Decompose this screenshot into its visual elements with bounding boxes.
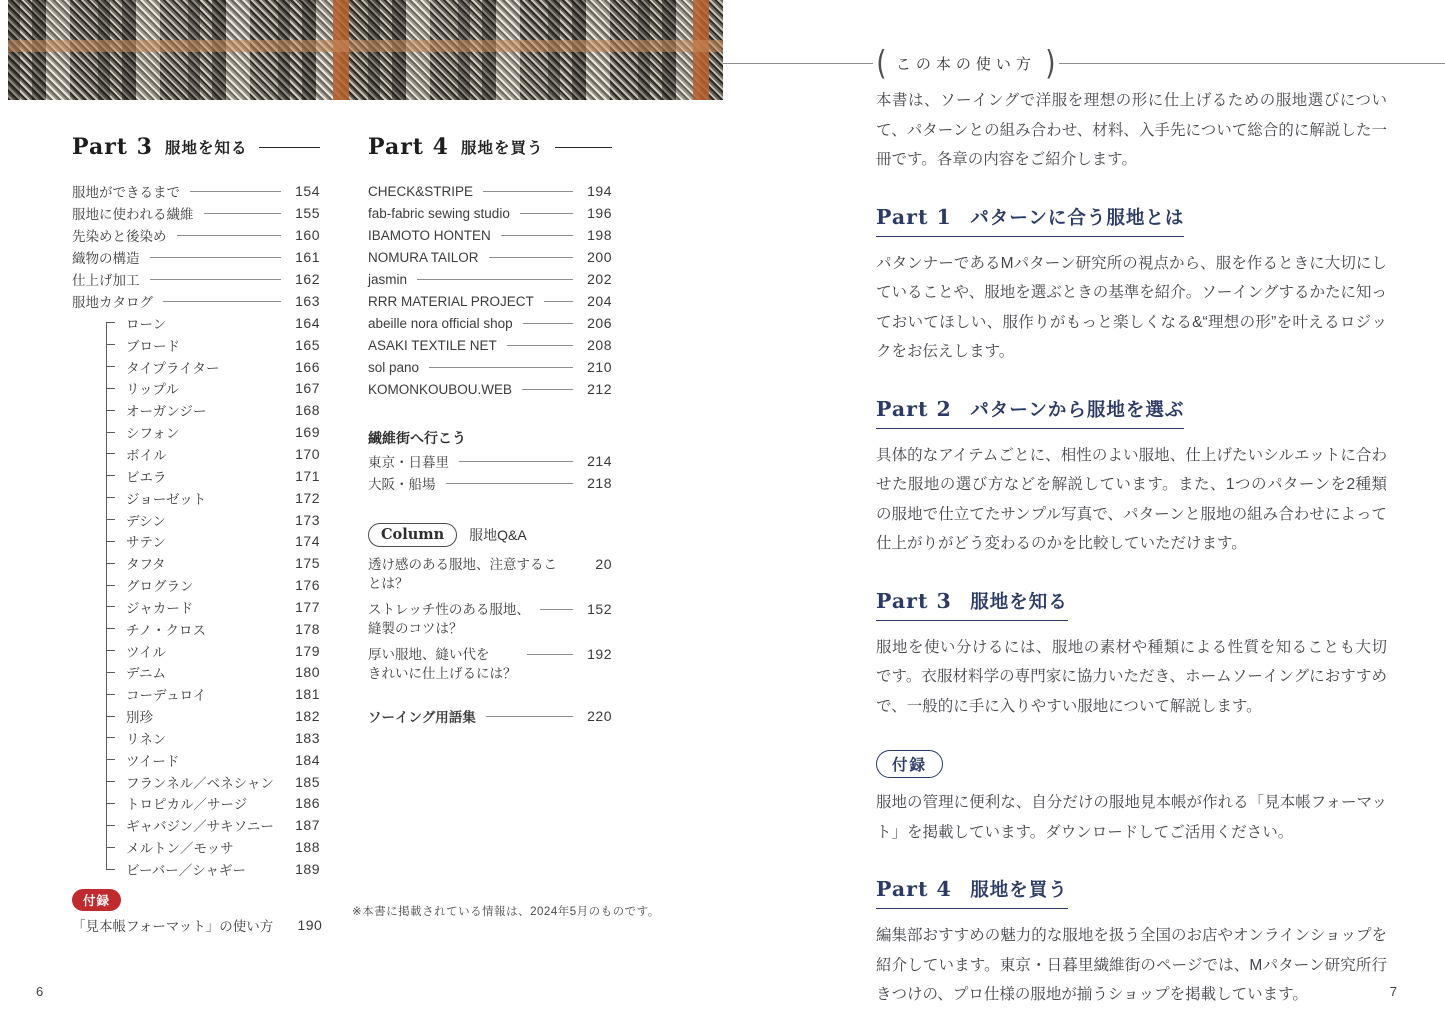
catalog-row — [106, 530, 320, 552]
tree-tick — [106, 388, 115, 389]
catalog-page-number: 171 — [295, 467, 320, 484]
shop-page-number: 196 — [587, 205, 612, 221]
leader-line — [204, 213, 282, 214]
catalog-page-number: 189 — [295, 861, 320, 878]
catalog-page-number: 184 — [295, 751, 320, 768]
toc-item-label: 服地に使われる繊維 — [72, 207, 194, 222]
shop-page-number: 202 — [587, 271, 612, 287]
tree-tick — [106, 650, 115, 651]
catalog-page-number: 175 — [295, 555, 320, 572]
part4-heading — [368, 132, 612, 162]
catalog-page-number: 183 — [295, 729, 320, 746]
qa-label-line2: 縫製のコツは？ — [368, 621, 463, 636]
catalog-row — [106, 662, 320, 684]
toc-item-label: 服地ができるまで — [72, 185, 180, 200]
shop-row — [368, 224, 612, 246]
shop-label: ASAKI TEXTILE NET — [368, 337, 497, 353]
catalog-item-label: ツイード — [126, 753, 180, 769]
heading-rule — [259, 147, 320, 148]
shop-page-number: 208 — [587, 337, 612, 353]
catalog-page-number: 186 — [295, 795, 320, 812]
district-list — [368, 450, 612, 494]
catalog-item-label: ジョーゼット — [126, 491, 207, 507]
catalog-row — [106, 836, 320, 858]
catalog-page-number: 187 — [295, 817, 320, 834]
tree-tick — [106, 672, 115, 673]
catalog-page-number: 170 — [295, 445, 320, 462]
part3-main-items — [72, 180, 320, 312]
part3-heading — [72, 132, 320, 162]
section-part1-label: Part 1 — [876, 204, 952, 229]
leader-line — [417, 279, 573, 280]
part4-heading-title: 服地を買う — [460, 140, 544, 157]
column-badge: Column — [368, 523, 457, 547]
tree-tick — [106, 475, 115, 476]
catalog-row — [106, 640, 320, 662]
catalog-page-number: 178 — [295, 620, 320, 637]
catalog-item-label: デシン — [126, 513, 166, 529]
leader-line — [501, 235, 573, 236]
section-part3-heading — [876, 588, 1068, 621]
part4-heading-label: Part 4 — [368, 134, 449, 160]
catalog-row — [106, 334, 320, 356]
section-part1 — [876, 204, 1387, 367]
shop-page-number: 210 — [587, 359, 612, 375]
qa-label — [368, 645, 517, 683]
tree-tick — [106, 541, 115, 542]
catalog-row — [106, 793, 320, 815]
leader-line — [446, 483, 574, 484]
catalog-item-label: コーデュロイ — [126, 688, 207, 704]
catalog-row — [106, 683, 320, 705]
catalog-page-number: 172 — [295, 489, 320, 506]
catalog-item-label: リップル — [126, 382, 179, 398]
qa-page-number: 192 — [587, 646, 612, 662]
tree-tick — [106, 869, 115, 870]
toc-row — [72, 180, 320, 202]
section-part4 — [876, 876, 1387, 1010]
section-part4-body: 編集部おすすめの魅力的な服地を扱う全国のお店やオンラインショップを紹介しています。東京・日暮里繊維街のページでは、Mパターン研究所行きつけの、プロ仕様の服地が揃うショップを掲載しています。 — [876, 927, 1387, 1003]
toc-item-label: 先染めと後染め — [72, 229, 167, 244]
toc-page-number: 154 — [295, 183, 320, 199]
tree-tick — [106, 497, 115, 498]
section-part2-body: 具体的なアイテムごとに、相性のよい服地、仕上げたいシルエットに合わせた服地の選び方などを解説しています。また、1つのパターンを2種類の服地で仕立てたサンプル写真で、パターンと服地の組み合わせによって仕上がりがどう変わるのかを比較していただけます。 — [876, 446, 1387, 552]
shop-row — [368, 356, 612, 378]
catalog-row — [106, 399, 320, 421]
catalog-page-number: 179 — [295, 642, 320, 659]
shop-label: jasmin — [368, 271, 408, 287]
catalog-row — [106, 727, 320, 749]
district-page-number: 218 — [587, 475, 612, 491]
section-part3-body: 服地を使い分けるには、服地の素材や種類による性質を知ることも大切です。衣服材料学の専門家に協力いただき、ホームソーイングにおすすめで、一般的に手に入りやすい服地について解説します。 — [876, 638, 1387, 715]
usage-header-text: この本の使い方 — [895, 55, 1036, 73]
shop-label: NOMURA TAILOR — [368, 249, 479, 265]
toc-page-number: 160 — [295, 227, 320, 243]
toc-page-number: 155 — [295, 205, 320, 221]
toc-row — [72, 268, 320, 290]
toc-item-label: 服地カタログ — [72, 295, 153, 310]
leader-line — [522, 389, 573, 390]
toc-item-label: 織物の構造 — [72, 251, 140, 266]
qa-list — [368, 555, 612, 683]
catalog-page-number: 166 — [295, 358, 320, 375]
section-part1-title: パターンに合う服地とは — [970, 206, 1185, 228]
tree-tick — [106, 322, 115, 323]
qa-label-line1: ストレッチ性のある服地、 — [368, 602, 530, 617]
catalog-item-label: タフタ — [126, 557, 166, 573]
tree-tick — [106, 694, 115, 695]
shop-label: abeille nora official shop — [368, 315, 513, 331]
tree-tick — [106, 585, 115, 586]
appendix-label: 「見本帳フォーマット」の使い方 — [72, 918, 274, 934]
catalog-item-label: フランネル／ベネシャン — [126, 775, 274, 791]
shop-page-number: 194 — [587, 183, 612, 199]
section-part1-heading — [876, 204, 1184, 237]
section-part2-title: パターンから服地を選ぶ — [970, 398, 1185, 420]
qa-row — [368, 600, 612, 638]
leader-line — [540, 609, 573, 610]
catalog-item-label: グログラン — [126, 579, 194, 595]
catalog-item-label: 別珍 — [126, 710, 153, 726]
shop-row — [368, 180, 612, 202]
fabric-swatch-photo — [8, 0, 723, 100]
shop-list — [368, 180, 612, 400]
leader-line — [489, 257, 573, 258]
catalog-page-number: 181 — [295, 686, 320, 703]
tree-tick — [106, 781, 115, 782]
catalog-page-number: 177 — [295, 598, 320, 615]
appendix-page-number: 190 — [297, 916, 323, 933]
leader-line — [190, 191, 281, 192]
qa-label-line1: 厚い服地、縫い代を — [368, 647, 490, 662]
tree-tick — [106, 344, 115, 345]
tree-tick — [106, 825, 115, 826]
leader-line — [544, 301, 573, 302]
district-page-number: 214 — [587, 453, 612, 469]
catalog-row — [106, 378, 320, 400]
tree-tick — [106, 432, 115, 433]
catalog-row — [106, 509, 320, 531]
catalog-row — [106, 771, 320, 793]
catalog-item-label: チノ・クロス — [126, 622, 207, 638]
catalog-page-number: 167 — [295, 380, 320, 397]
catalog-row — [106, 356, 320, 378]
section-part4-title: 服地を買う — [970, 879, 1068, 900]
catalog-page-number: 188 — [295, 839, 320, 856]
shop-row — [368, 312, 612, 334]
leader-line — [523, 323, 573, 324]
glossary-row — [368, 705, 612, 727]
heading-rule — [555, 147, 612, 148]
qa-page-number: 20 — [595, 556, 612, 572]
qa-label-line2: きれいに仕上げるには？ — [368, 666, 517, 681]
toc-part4-column — [368, 132, 612, 727]
catalog-row — [106, 312, 320, 334]
section-part2 — [876, 396, 1387, 559]
column-title: 服地Q&A — [469, 527, 527, 543]
catalog-item-label: ツイル — [126, 644, 166, 660]
tree-tick — [106, 737, 115, 738]
catalog-item-label: リネン — [126, 731, 167, 747]
catalog-item-label: デニム — [126, 666, 166, 682]
catalog-row — [106, 596, 320, 618]
catalog-row — [106, 487, 320, 509]
district-row — [368, 450, 612, 472]
info-note: ※本書に掲載されている情報は、2024年5月のものです。 — [352, 906, 660, 918]
shop-label: IBAMOTO HONTEN — [368, 227, 491, 243]
leader-line — [507, 345, 573, 346]
leader-line — [520, 213, 573, 214]
shop-row — [368, 246, 612, 268]
shop-row — [368, 334, 612, 356]
tree-tick — [106, 628, 115, 629]
appendix-pill-badge: 付録 — [876, 750, 943, 778]
toc-page-number: 161 — [295, 249, 320, 265]
leader-line — [483, 191, 573, 192]
toc-row — [72, 224, 320, 246]
catalog-item-label: ブロード — [126, 338, 180, 354]
catalog-item-label: ボイル — [126, 447, 167, 463]
section-part2-heading — [876, 396, 1184, 429]
fabric-catalog-tree — [106, 312, 320, 880]
catalog-item-label: オーガンジー — [126, 404, 207, 420]
qa-row — [368, 555, 612, 593]
catalog-row — [106, 618, 320, 640]
catalog-page-number: 180 — [295, 664, 320, 681]
shop-label: KOMONKOUBOU.WEB — [368, 381, 513, 397]
qa-label — [368, 555, 563, 593]
tree-tick — [106, 453, 115, 454]
intro-paragraph: 本書は、ソーイングで洋服を理想の形に仕上げるための服地選びについて、パターンとの組み合わせ、材料、入手先について総合的に解説した一冊です。各章の内容をご紹介します。 — [876, 92, 1387, 168]
catalog-page-number: 185 — [295, 773, 320, 790]
catalog-item-label: トロピカル／サージ — [126, 797, 248, 813]
toc-row — [72, 202, 320, 224]
toc-page-number: 162 — [295, 271, 320, 287]
catalog-page-number: 168 — [295, 402, 320, 419]
shop-page-number: 200 — [587, 249, 612, 265]
shop-row — [368, 268, 612, 290]
catalog-item-label: サテン — [126, 535, 166, 551]
tree-tick — [106, 410, 115, 411]
section-part2-label: Part 2 — [876, 396, 952, 421]
shop-label: fab-fabric sewing studio — [368, 205, 510, 221]
tree-tick — [106, 606, 115, 607]
shop-row — [368, 202, 612, 224]
tree-tick — [106, 716, 115, 717]
section-part4-label: Part 4 — [876, 877, 952, 901]
qa-label — [368, 600, 530, 638]
section-part3-title: 服地を知る — [970, 590, 1068, 612]
part3-heading-label: Part 3 — [72, 134, 153, 160]
usage-page-body — [876, 86, 1387, 1010]
shop-page-number: 212 — [587, 381, 612, 397]
catalog-page-number: 164 — [295, 314, 320, 331]
toc-row — [72, 290, 320, 312]
leader-line — [429, 367, 573, 368]
catalog-item-label: ジャカード — [126, 600, 194, 616]
tree-tick — [106, 803, 115, 804]
tree-tick — [106, 366, 115, 367]
shop-label: sol pano — [368, 359, 420, 375]
district-title: 繊維街へ行こう — [368, 430, 466, 446]
leader-line — [163, 301, 281, 302]
shop-row — [368, 378, 612, 400]
district-row — [368, 472, 612, 494]
leader-line — [459, 461, 573, 462]
catalog-item-label: ビーバー／シャギー — [126, 863, 247, 879]
catalog-item-label: ギャバジン／サキソニー — [126, 819, 274, 835]
page-number-right: 7 — [1389, 984, 1397, 999]
leader-line — [150, 279, 282, 280]
tree-tick — [106, 563, 115, 564]
catalog-row — [106, 465, 320, 487]
catalog-page-number: 173 — [295, 511, 320, 528]
catalog-row — [106, 749, 320, 771]
qa-page-number: 152 — [587, 601, 612, 617]
catalog-row — [106, 814, 320, 836]
shop-row — [368, 290, 612, 312]
catalog-row — [106, 705, 320, 727]
district-label: 東京・日暮里 — [368, 455, 449, 470]
leader-line — [150, 257, 282, 258]
catalog-row — [106, 421, 320, 443]
qa-label-line1: 透け感のある服地、注意することは？ — [368, 557, 557, 591]
toc-page-number: 163 — [295, 293, 320, 309]
toc-part3-column — [72, 132, 323, 936]
catalog-item-label: タイプライター — [126, 360, 220, 376]
district-label: 大阪・船場 — [368, 477, 436, 492]
left-paren-decoration: ( — [876, 43, 887, 82]
shop-page-number: 198 — [587, 227, 612, 243]
shop-page-number: 206 — [587, 315, 612, 331]
appendix-row — [72, 914, 323, 936]
catalog-row — [106, 443, 320, 465]
glossary-page-number: 220 — [587, 708, 612, 724]
tree-tick — [106, 759, 115, 760]
section-appendix-body: 服地の管理に便利な、自分だけの服地見本帳が作れる「見本帳フォーマット」を掲載しています。ダウンロードしてご活用ください。 — [876, 794, 1387, 841]
section-part3 — [876, 588, 1387, 722]
toc-row — [72, 246, 320, 268]
shop-label: RRR MATERIAL PROJECT — [368, 293, 534, 309]
catalog-page-number: 176 — [295, 577, 320, 594]
catalog-page-number: 174 — [295, 533, 320, 550]
section-part4-heading — [876, 876, 1068, 909]
catalog-item-label: ローン — [126, 316, 167, 332]
leader-line — [177, 235, 282, 236]
shop-label: CHECK&STRIPE — [368, 183, 474, 199]
catalog-page-number: 165 — [295, 336, 320, 353]
section-part3-label: Part 3 — [876, 588, 952, 613]
glossary-label: ソーイング用語集 — [368, 710, 476, 725]
catalog-row — [106, 574, 320, 596]
usage-header-label — [873, 43, 1059, 82]
catalog-row — [106, 552, 320, 574]
leader-line — [527, 654, 574, 655]
appendix-badge: 付録 — [72, 889, 121, 911]
usage-header — [723, 45, 1445, 81]
catalog-page-number: 169 — [295, 424, 320, 441]
qa-row — [368, 645, 612, 683]
column-header — [368, 522, 612, 548]
section-appendix — [876, 750, 1387, 847]
page-number-left: 6 — [36, 984, 44, 999]
catalog-page-number: 182 — [295, 708, 320, 725]
toc-item-label: 仕上げ加工 — [72, 273, 140, 288]
part3-heading-title: 服地を知る — [164, 140, 248, 157]
shop-page-number: 204 — [587, 293, 612, 309]
catalog-item-label: メルトン／モッサ — [126, 841, 234, 857]
section-part1-body: パタンナーであるMパターン研究所の視点から、服を作るときに大切にしていることや、服地を選ぶときの基準を紹介。ソーイングするかたに知っておいてほしい、服作りがもっと楽しくなる&“理想の形”を叶えるロジックをお伝えします。 — [876, 254, 1387, 360]
appendix-block — [72, 889, 323, 936]
leader-line — [486, 716, 573, 717]
catalog-item-label: ビエラ — [126, 469, 167, 485]
tree-tick — [106, 847, 115, 848]
catalog-item-label: シフォン — [126, 426, 180, 442]
tree-tick — [106, 519, 115, 520]
catalog-row — [106, 858, 320, 880]
district-block — [368, 426, 612, 494]
right-paren-decoration: ) — [1045, 43, 1056, 82]
